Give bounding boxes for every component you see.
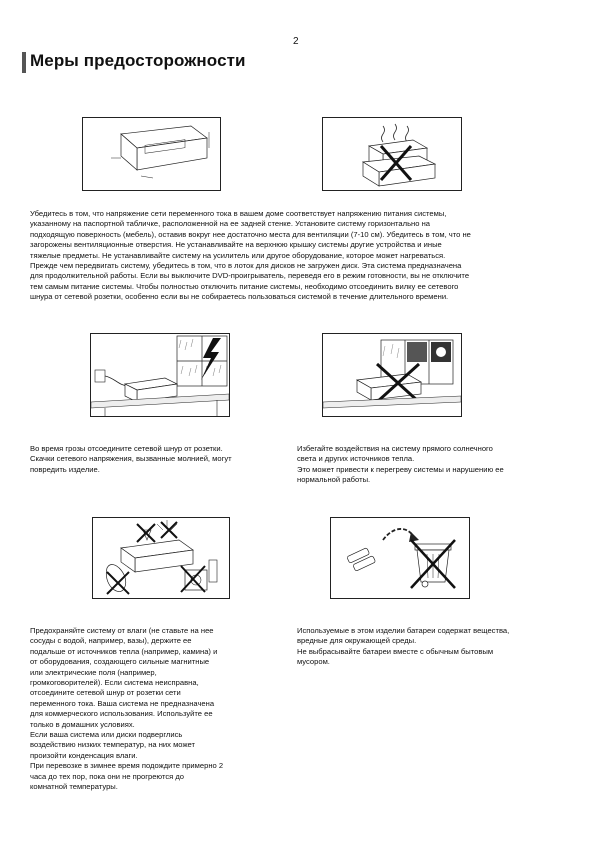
text-line: Если ваша система или диски подверглись [30, 730, 183, 740]
text-line: шнура от сетевой розетки, особенно если вы не собираетесь пользоваться системой в течение длительного времени. [30, 292, 449, 302]
text-line: нормальной работы. [297, 475, 371, 485]
text-line: повредить изделие. [30, 464, 100, 474]
lightning-paragraph [30, 444, 232, 475]
text-line: для продолжительной работы. Если вы выключите DVD-проигрыватель, переведя его в режим готовности, вы не отключите [30, 271, 470, 281]
text-line: произойти конденсация влаги. [30, 750, 138, 760]
text-line: подальше от источников тепла (например, камина) и [30, 646, 218, 656]
text-line: Это может привести к перегреву системы и нарушению ее [297, 464, 504, 474]
battery-disposal-illustration [330, 517, 470, 599]
text-line: отсоедините сетевой шнур от розетки сети [30, 688, 181, 698]
text-line: часа до тех пор, пока они не прогреются до [30, 771, 185, 781]
text-line: Прежде чем передвигать систему, убедитесь в том, что в лоток для дисков не загружен диск. Эта система предназначена [30, 261, 462, 271]
text-line: мусором. [297, 657, 330, 667]
text-line: комнатной температуры. [30, 782, 118, 792]
text-line: Скачки сетевого напряжения, вызванные молнией, могут [30, 454, 232, 464]
ventilation-paragraph [30, 209, 471, 303]
text-line: При перевозке в зимнее время подождите примерно 2 [30, 761, 224, 771]
text-line: Не выбрасывайте батареи вместе с обычным бытовым [297, 646, 494, 656]
page-number: 2 [293, 36, 299, 47]
text-line: тем самым питание системы. Чтобы полностью отключить питание системы, необходимо отсоединить вилку ее сетевого [30, 281, 459, 291]
text-line: воздействию низких температур, на них может [30, 740, 195, 750]
text-line: подходящую поверхность (мебель), оставив вокруг нее достаточно места для вентиляции (7-10 см). Убедитесь в том, что не [30, 229, 471, 239]
batteries-paragraph [297, 626, 509, 668]
title-accent-bar [22, 52, 26, 73]
text-line: или электрические поля (например, [30, 667, 157, 677]
text-line: громкоговорителей). Если система неисправна, [30, 678, 199, 688]
text-line: от оборудования, создающего сильные магнитные [30, 657, 210, 667]
text-line: сосуды с водой, например, вазы), держите ее [30, 636, 192, 646]
moisture-paragraph [30, 626, 223, 793]
sunlight-paragraph [297, 444, 504, 486]
moisture-illustration [92, 517, 230, 599]
text-line: для коммерческого использования. Используйте ее [30, 709, 213, 719]
text-line: Предохраняйте систему от влаги (не ставьте на нее [30, 626, 214, 635]
text-line: Убедитесь в том, что напряжение сети переменного тока в вашем доме соответствует напряжению питания системы, [30, 209, 447, 218]
text-line: переменного тока. Ваша система не предназначена [30, 698, 215, 708]
text-line: указанному на паспортной табличке, расположенной на ее задней стенке. Установите систему горизонтально на [30, 219, 430, 229]
lightning-unplug-illustration [90, 333, 230, 417]
text-line: тяжелые предметы. Не устанавливайте систему на усилитель или другое оборудование, которое может нагреваться. [30, 250, 446, 260]
no-stacking-heat-illustration [322, 117, 462, 191]
text-line: Используемые в этом изделии батареи содержат вещества, [297, 626, 510, 635]
text-line: только в домашних условиях. [30, 719, 135, 729]
sunlight-illustration [322, 333, 462, 417]
page-title: Меры предосторожности [30, 51, 246, 70]
text-line: Во время грозы отсоедините сетевой шнур от розетки. [30, 444, 223, 453]
text-line: вредные для окружающей среды. [297, 636, 417, 646]
text-line: загорожены вентиляционные отверстия. Не устанавливайте на верхнюю крышку системы другие устройства и иные [30, 240, 442, 250]
text-line: Избегайте воздействия на систему прямого солнечного [297, 444, 493, 453]
text-line: света и других источников тепла. [297, 454, 415, 464]
ventilation-clearance-illustration [82, 117, 221, 191]
